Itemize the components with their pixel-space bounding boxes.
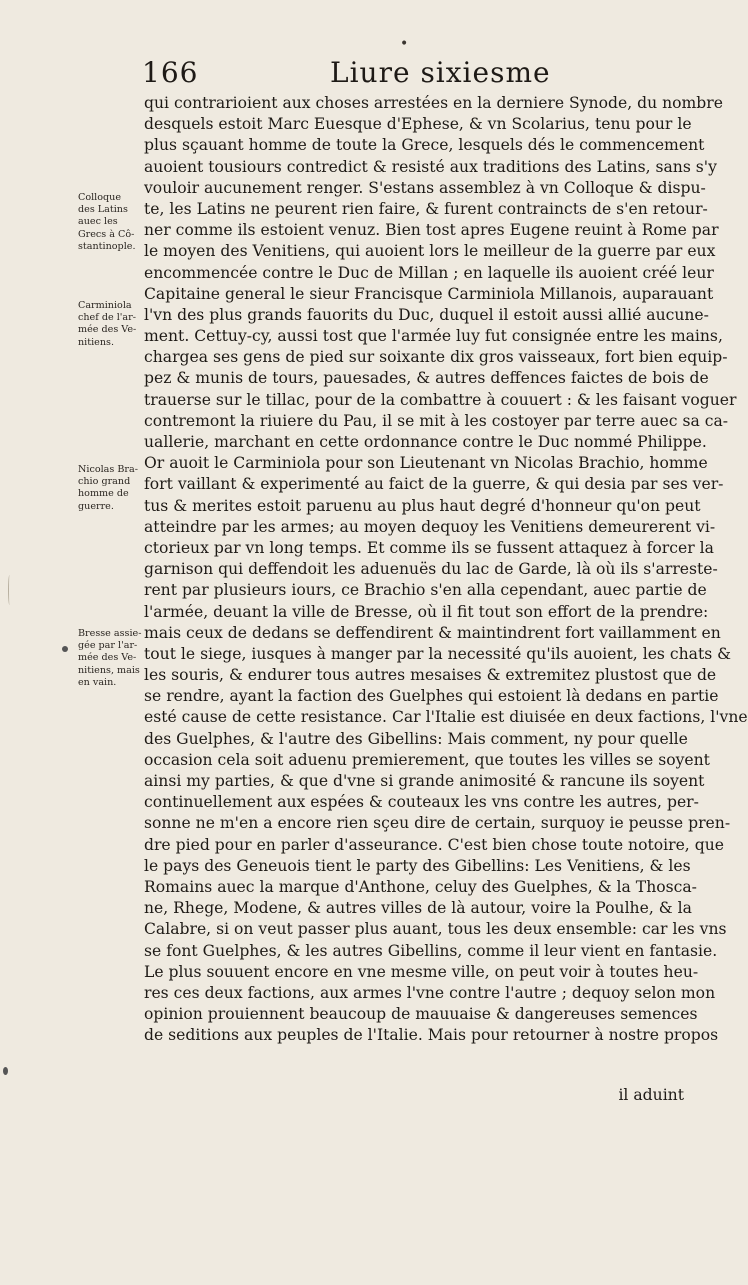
margin-note-line: stantinople.: [78, 240, 136, 252]
margin-note-line: des Latins: [78, 204, 128, 216]
text-line: sonne ne m'en a encore rien sçeu dire de certain, surquoy ie peusse pren-: [144, 814, 731, 833]
text-line: mais ceux de dedans se deffendirent & maintindrent fort vaillamment en: [144, 623, 721, 642]
text-line: occasion cela soit aduenu premierement, que toutes les villes se soyent: [144, 750, 710, 769]
margin-note-line: Grecs à Cô-: [78, 228, 135, 240]
ink-blot-mark: [62, 646, 68, 652]
text-line: ner comme ils estoient venuz. Bien tost apres Eugene reuint à Rome par: [144, 221, 719, 240]
text-line: se rendre, ayant la faction des Guelphes qui estoient là dedans en partie: [144, 687, 719, 706]
margin-note-line: mée des Ve-: [78, 324, 137, 336]
text-line: vouloir aucunement renger. S'estans assemblez à vn Colloque & dispu-: [144, 178, 706, 197]
text-line: le pays des Geneuois tient le party des Gibellins: Les Venitiens, & les: [144, 856, 691, 875]
text-line: contremont la riuiere du Pau, il se mit à les costoyer par terre auec sa ca-: [144, 411, 729, 430]
margin-note-bresse: [78, 628, 144, 689]
margin-note-colloque: [78, 192, 144, 253]
margin-note-line: chef de l'ar-: [78, 312, 136, 324]
text-line: Calabre, si on veut passer plus auant, tous les deux ensemble: car les vns: [144, 920, 727, 939]
text-line: trauerse sur le tillac, pour de la combattre à couuert : & les faisant voguer: [144, 390, 737, 409]
text-line: l'vn des plus grands fauorits du Duc, duquel il estoit aussi allié aucune-: [144, 305, 709, 324]
text-line: se font Guelphes, & les autres Gibellins, comme il leur vient en fantasie.: [144, 941, 718, 960]
text-line: ainsi my parties, & que d'vne si grande animosité & rancune ils soyent: [144, 772, 705, 790]
top-mark: •: [400, 36, 409, 52]
text-line: chargea ses gens de pied sur soixante dix gros vaisseaux, fort bien equip-: [144, 348, 728, 367]
text-line: ne, Rhege, Modene, & autres villes de là autour, voire la Poulhe, & la: [144, 899, 692, 918]
margin-note-line: nitiens.: [78, 336, 114, 348]
margin-note-line: Carminiola: [78, 300, 132, 311]
text-line: ctorieux par vn long temps. Et comme ils se fussent attaquez à forcer la: [144, 538, 714, 557]
text-line: fort vaillant & experimenté au faict de la guerre, & qui desia par ses ver-: [144, 475, 724, 494]
catchword: il aduint: [618, 1086, 684, 1104]
margin-note-line: chio grand: [78, 476, 131, 488]
text-line: te, les Latins ne peurent rien faire, & furent contraincts de s'en retour-: [144, 199, 708, 218]
margin-note-line: nitiens, mais: [78, 664, 140, 676]
text-line: plus sçauant homme de toute la Grece, lesquels dés le commencement: [144, 136, 705, 155]
text-line: continuellement aux espées & couteaux les vns contre les autres, per-: [144, 793, 699, 812]
text-line: rent par plusieurs iours, ce Brachio s'en alla cependant, auec partie de: [144, 581, 707, 600]
margin-note-line: mée des Ve-: [78, 652, 137, 664]
text-line: auoient tousiours contredict & resisté aux traditions des Latins, sans s'y: [144, 157, 717, 176]
margin-note-line: Colloque: [78, 192, 122, 203]
text-line: les souris, & endurer tous autres mesaises & extremitez plustost que de: [144, 666, 717, 685]
text-line: esté cause de cette resistance. Car l'Italie est diuisée en deux factions, l'vne: [144, 708, 748, 727]
text-line: des Guelphes, & l'autre des Gibellins: Mais comment, ny pour quelle: [144, 729, 688, 748]
margin-note-line: Nicolas Bra-: [78, 464, 138, 475]
text-line: l'armée, deuant la ville de Bresse, où il fit tout son effort de la prendre:: [144, 602, 709, 621]
text-line: opinion prouiennent beaucoup de mauuaise & dangereuses semences: [144, 1005, 698, 1024]
margin-note-line: homme de: [78, 488, 129, 500]
text-line: desquels estoit Marc Euesque d'Ephese, & vn Scolarius, tenu pour le: [144, 115, 692, 134]
text-line: dre pied pour en parler d'asseurance. C'est bien chose toute notoire, que: [144, 835, 724, 854]
text-line: tus & merites estoit paruenu au plus haut degré d'honneur qu'on peut: [144, 496, 701, 515]
text-line: tout le siege, iusques à manger par la necessité qu'ils auoient, les chats &: [144, 644, 732, 663]
text-line: de seditions aux peuples de l'Italie. Mais pour retourner à nostre propos: [144, 1026, 719, 1045]
margin-note-carminiola: [78, 300, 144, 349]
page-number: 166: [142, 56, 199, 89]
text-line: le moyen des Venitiens, qui auoient lors le meilleur de la guerre par eux: [144, 242, 716, 261]
page-edge-mark: [8, 575, 11, 605]
text-line: Le plus souuent encore en vne mesme ville, on peut voir à toutes heu-: [144, 962, 699, 981]
running-head: Liure sixiesme: [330, 56, 551, 89]
text-line: Capitaine general le sieur Francisque Carminiola Millanois, auparauant: [144, 284, 714, 303]
text-line: Romains auec la marque d'Anthone, celuy des Guelphes, & la Thosca-: [144, 877, 697, 896]
body-text: [144, 93, 748, 1046]
text-line: Or auoit le Carminiola pour son Lieutenant vn Nicolas Brachio, homme: [144, 454, 708, 473]
margin-note-line: auec les: [78, 216, 118, 228]
text-line: pez & munis de tours, pauesades, & autres deffences faictes de bois de: [144, 369, 709, 388]
text-line: uallerie, marchant en cette ordonnance contre le Duc nommé Philippe.: [144, 433, 707, 451]
text-line: res ces deux factions, aux armes l'vne contre l'autre ; dequoy selon mon: [144, 983, 716, 1002]
margin-note-line: Bresse assie-: [78, 628, 142, 639]
text-line: ment. Cettuy-cy, aussi tost que l'armée luy fut consignée entre les mains,: [144, 327, 723, 346]
text-line: qui contrarioient aux choses arrestées en la derniere Synode, du nombre: [144, 94, 723, 112]
text-line: encommencée contre le Duc de Millan ; en laquelle ils auoient créé leur: [144, 263, 714, 282]
text-line: garnison qui deffendoit les aduenuës du lac de Garde, là où ils s'arreste-: [144, 560, 718, 579]
margin-note-line: gée par l'ar-: [78, 640, 138, 652]
page-header: [0, 56, 700, 96]
ink-blot-mark: [3, 1067, 8, 1075]
text-line: atteindre par les armes; au moyen dequoy les Venitiens demeurerent vi-: [144, 517, 716, 536]
margin-note-line: en vain.: [78, 676, 117, 688]
margin-note-brachio: [78, 464, 144, 513]
margin-note-line: guerre.: [78, 500, 114, 512]
